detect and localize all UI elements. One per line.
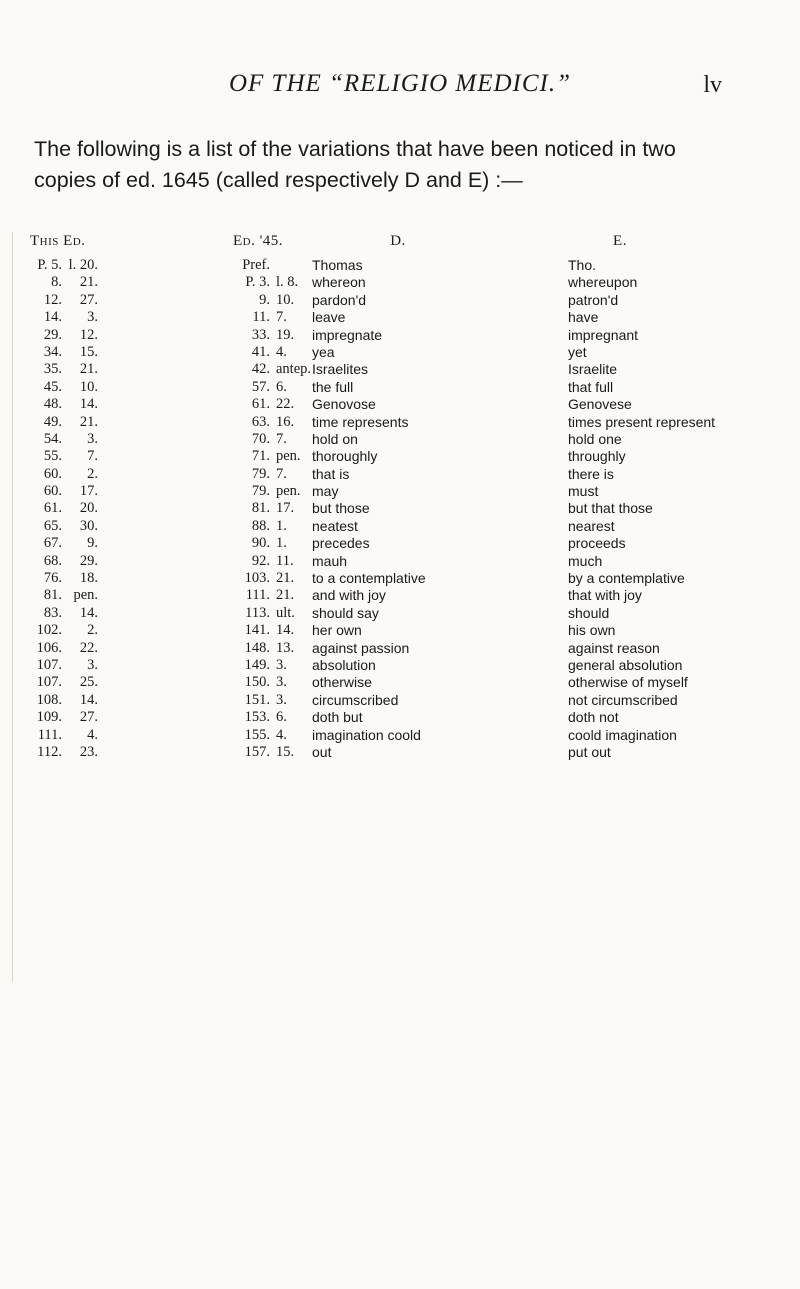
cell-this-line: 7. [87,448,98,465]
cell-reading-e: yet [568,343,587,360]
cell-this-line: l. 20. [68,257,98,273]
table-row [0,327,800,344]
table-row [0,605,800,622]
cell-ed-line: 6. [276,378,287,395]
cell-this-line: 10. [79,378,98,395]
table-row [0,379,800,396]
cell-this-page: 12. [43,291,62,308]
cell-ed-line: 21. [276,570,295,587]
cell-ed-page: 11. [252,309,270,326]
cell-ed-page: 155. [244,726,270,743]
cell-ed-line: pen. [276,483,301,500]
cell-this-line: 20. [79,500,98,517]
cell-reading-d: leave [312,309,346,326]
cell-this-page: 49. [43,413,62,430]
cell-reading-e: that with joy [568,587,642,604]
cell-this-page: 29. [43,326,62,343]
table-row [0,483,800,500]
cell-this-line: 30. [79,517,98,534]
cell-this-page: 68. [43,552,62,569]
cell-this-page: 35. [43,361,62,378]
table-row [0,414,800,431]
table-row [0,657,800,674]
cell-this-line: 23. [79,743,98,760]
cell-this-page: 108. [36,691,62,708]
cell-ed-line: 11. [276,552,294,569]
cell-ed-page: 63. [251,413,270,430]
cell-this-page: 34. [43,343,62,360]
cell-reading-d: to a contemplative [312,570,426,587]
cell-reading-d: Thomas [312,257,363,273]
cell-reading-d: otherwise [312,674,372,691]
table-row [0,744,800,761]
table-row [0,344,800,361]
cell-reading-d: out [312,743,332,760]
cell-ed-page: 9. [259,291,270,308]
cell-ed-line: 7. [276,465,287,482]
cell-reading-e: hold one [568,430,622,447]
cell-reading-d: precedes [312,535,370,552]
cell-this-page: 65. [43,517,62,534]
cell-ed-page: 113. [245,604,270,621]
table-row [0,622,800,639]
cell-reading-e: general absolution [568,656,683,673]
table-row [0,466,800,483]
cell-reading-e: impregnant [568,326,639,343]
cell-ed-line: 3. [276,691,287,708]
table-row [0,257,800,274]
cell-reading-d: hold on [312,430,358,447]
cell-this-page: 45. [43,378,62,395]
cell-this-page: 106. [36,639,62,656]
cell-ed-page: 150. [244,674,270,691]
cell-ed-page: 149. [244,656,270,673]
cell-this-page: 112. [37,743,62,760]
cell-this-line: 14. [79,396,98,413]
cell-this-line: 3. [87,309,98,326]
table-row [0,361,800,378]
table-row [0,709,800,726]
cell-ed-line: 15. [276,743,295,760]
cell-ed-line: 7. [276,309,287,326]
cell-this-line: 27. [79,709,98,726]
cell-this-line: 12. [79,326,98,343]
cell-reading-d: absolution [312,656,376,673]
cell-this-line: 21. [79,413,98,430]
cell-ed-line: 4. [276,343,287,360]
cell-this-line: 21. [79,274,98,291]
table-row [0,674,800,691]
cell-reading-d: may [312,483,339,500]
cell-reading-d: whereon [312,274,366,291]
cell-this-page: 8. [51,274,62,291]
cell-reading-e: doth not [568,709,619,726]
intro-paragraph: The following is a list of the variations that have been noticed in two copies of ed. 1645 (called respectively D and E) :— [34,137,676,192]
cell-ed-page: 79. [251,483,270,500]
cell-reading-e: put out [568,743,611,760]
cell-ed-line: 17. [276,500,295,517]
cell-this-line: 15. [79,343,98,360]
table-row [0,448,800,465]
cell-ed-page: 153. [244,709,270,726]
cell-this-page: 76. [43,570,62,587]
cell-ed-page: 70. [251,430,270,447]
cell-reading-e: Genovese [568,396,632,413]
cell-ed-line: 7. [276,430,287,447]
cell-ed-line: 3. [276,674,287,691]
cell-ed-line: ult. [276,604,295,621]
cell-ed-page: 141. [244,622,270,639]
variations-table [0,257,800,761]
cell-reading-d: Israelites [312,361,369,378]
cell-this-line: 4. [87,726,98,743]
cell-reading-d: impregnate [312,326,383,343]
cell-ed-line: 3. [276,656,287,673]
cell-ed-page: 71. [251,448,270,465]
running-title: OF THE “RELIGIO MEDICI.” [228,70,572,97]
table-row [0,274,800,291]
cell-ed-page: 103. [244,570,270,587]
cell-this-page: 109. [36,709,62,726]
cell-ed-line: l. 8. [276,274,299,291]
cell-reading-d: yea [312,343,335,360]
page-number: lv [703,72,722,98]
cell-this-page: 55. [43,448,62,465]
cell-this-page: 14. [43,309,62,326]
cell-ed-page: P. 3. [245,274,270,291]
cell-ed-page: 148. [244,639,270,656]
cell-reading-d: her own [312,622,362,639]
cell-ed-line: 16. [276,413,295,430]
header-copy-d: D. [390,233,406,249]
cell-ed-line: 6. [276,709,287,726]
cell-ed-page: 81. [251,500,270,517]
cell-reading-e: proceeds [568,535,626,552]
cell-ed-page: 90. [251,535,270,552]
cell-this-line: 9. [87,535,98,552]
cell-this-line: 2. [87,465,98,482]
cell-this-line: 14. [79,691,98,708]
table-row [0,553,800,570]
cell-reading-e: coold imagination [568,726,677,743]
cell-this-page: 83. [43,604,62,621]
cell-this-line: 22. [79,639,98,656]
cell-ed-line: pen. [276,448,301,465]
cell-reading-e: Israelite [568,361,618,378]
cell-ed-line: 14. [276,622,295,639]
header-copy-e: E. [613,233,627,249]
cell-reading-d: should say [312,604,379,621]
page-header [0,70,800,110]
cell-reading-e: must [568,483,599,500]
cell-reading-e: much [568,552,603,569]
cell-this-line: 18. [79,570,98,587]
cell-reading-e: patron'd [568,291,619,308]
cell-reading-d: against passion [312,639,410,656]
cell-this-line: 3. [87,656,98,673]
cell-reading-d: pardon'd [312,291,367,308]
table-row [0,309,800,326]
header-ed-45: Ed. '45. [232,233,284,249]
cell-this-page: 60. [43,483,62,500]
cell-reading-e: throughly [568,448,626,465]
cell-reading-d: circumscribed [312,691,399,708]
cell-ed-page: 61. [251,396,270,413]
cell-ed-line: 13. [276,639,295,656]
cell-ed-line: 4. [276,726,287,743]
table-row [0,396,800,413]
cell-this-line: 27. [79,291,98,308]
cell-reading-e: that full [568,378,614,395]
cell-this-page: 102. [36,622,62,639]
table-row [0,640,800,657]
cell-reading-d: Genovose [312,396,376,413]
cell-ed-page: 42. [251,361,270,378]
cell-this-page: 54. [43,430,62,447]
cell-reading-e: his own [568,622,616,639]
cell-this-page: 111. [37,726,62,743]
cell-reading-d: that is [312,465,350,482]
cell-reading-d: the full [312,378,354,395]
cell-reading-d: imagination coold [312,726,421,743]
cell-reading-e: times present represent [568,413,716,430]
cell-this-line: 17. [79,483,98,500]
cell-reading-d: neatest [312,517,358,534]
cell-ed-page: 41. [251,343,270,360]
cell-ed-line: 22. [276,396,295,413]
cell-reading-d: and with joy [312,587,386,604]
cell-reading-e: should [568,604,610,621]
cell-reading-e: there is [568,465,614,482]
cell-ed-line: 10. [276,291,295,308]
table-header [0,233,800,255]
cell-this-page: 81. [43,587,62,604]
cell-this-line: 3. [87,430,98,447]
cell-reading-d: but those [312,500,370,517]
cell-reading-d: mauh [312,552,348,569]
cell-this-line: pen. [73,587,98,604]
cell-this-page: 61. [43,500,62,517]
table-row [0,570,800,587]
cell-this-page: 48. [43,396,62,413]
cell-reading-e: whereupon [568,274,638,291]
cell-this-line: 14. [79,604,98,621]
cell-this-page: 60. [43,465,62,482]
table-row [0,500,800,517]
table-row [0,727,800,744]
cell-ed-line: 19. [276,326,295,343]
cell-this-line: 25. [79,674,98,691]
cell-reading-d: time represents [312,413,409,430]
cell-reading-e: nearest [568,517,615,534]
cell-reading-e: Tho. [568,257,597,273]
cell-ed-page: 88. [251,517,270,534]
cell-reading-d: thoroughly [312,448,378,465]
cell-ed-page: 57. [251,378,270,395]
table-row [0,535,800,552]
cell-ed-line: 21. [276,587,295,604]
cell-this-line: 21. [79,361,98,378]
cell-this-page: P. 5. [37,257,62,273]
cell-reading-d: doth but [312,709,363,726]
table-row [0,292,800,309]
cell-ed-line: 1. [276,517,287,534]
cell-this-page: 107. [36,674,62,691]
cell-reading-e: have [568,309,599,326]
cell-ed-page: 157. [244,743,270,760]
cell-ed-page: 92. [251,552,270,569]
cell-ed-page: 111. [245,587,270,604]
cell-ed-page: Pref. [242,257,270,273]
cell-reading-e: against reason [568,639,660,656]
cell-reading-e: otherwise of myself [568,674,688,691]
cell-ed-page: 33. [251,326,270,343]
table-row [0,587,800,604]
cell-this-page: 67. [43,535,62,552]
cell-this-page: 107. [36,656,62,673]
table-row [0,431,800,448]
table-row [0,692,800,709]
cell-reading-e: but that those [568,500,653,517]
cell-ed-page: 151. [244,691,270,708]
cell-ed-page: 79. [251,465,270,482]
cell-this-line: 29. [79,552,98,569]
cell-this-line: 2. [87,622,98,639]
cell-reading-e: not circumscribed [568,691,678,708]
cell-ed-line: 1. [276,535,287,552]
header-this-ed: This Ed. [30,233,86,249]
table-row [0,518,800,535]
cell-ed-line: antep. [276,361,312,378]
cell-reading-e: by a contemplative [568,570,685,587]
